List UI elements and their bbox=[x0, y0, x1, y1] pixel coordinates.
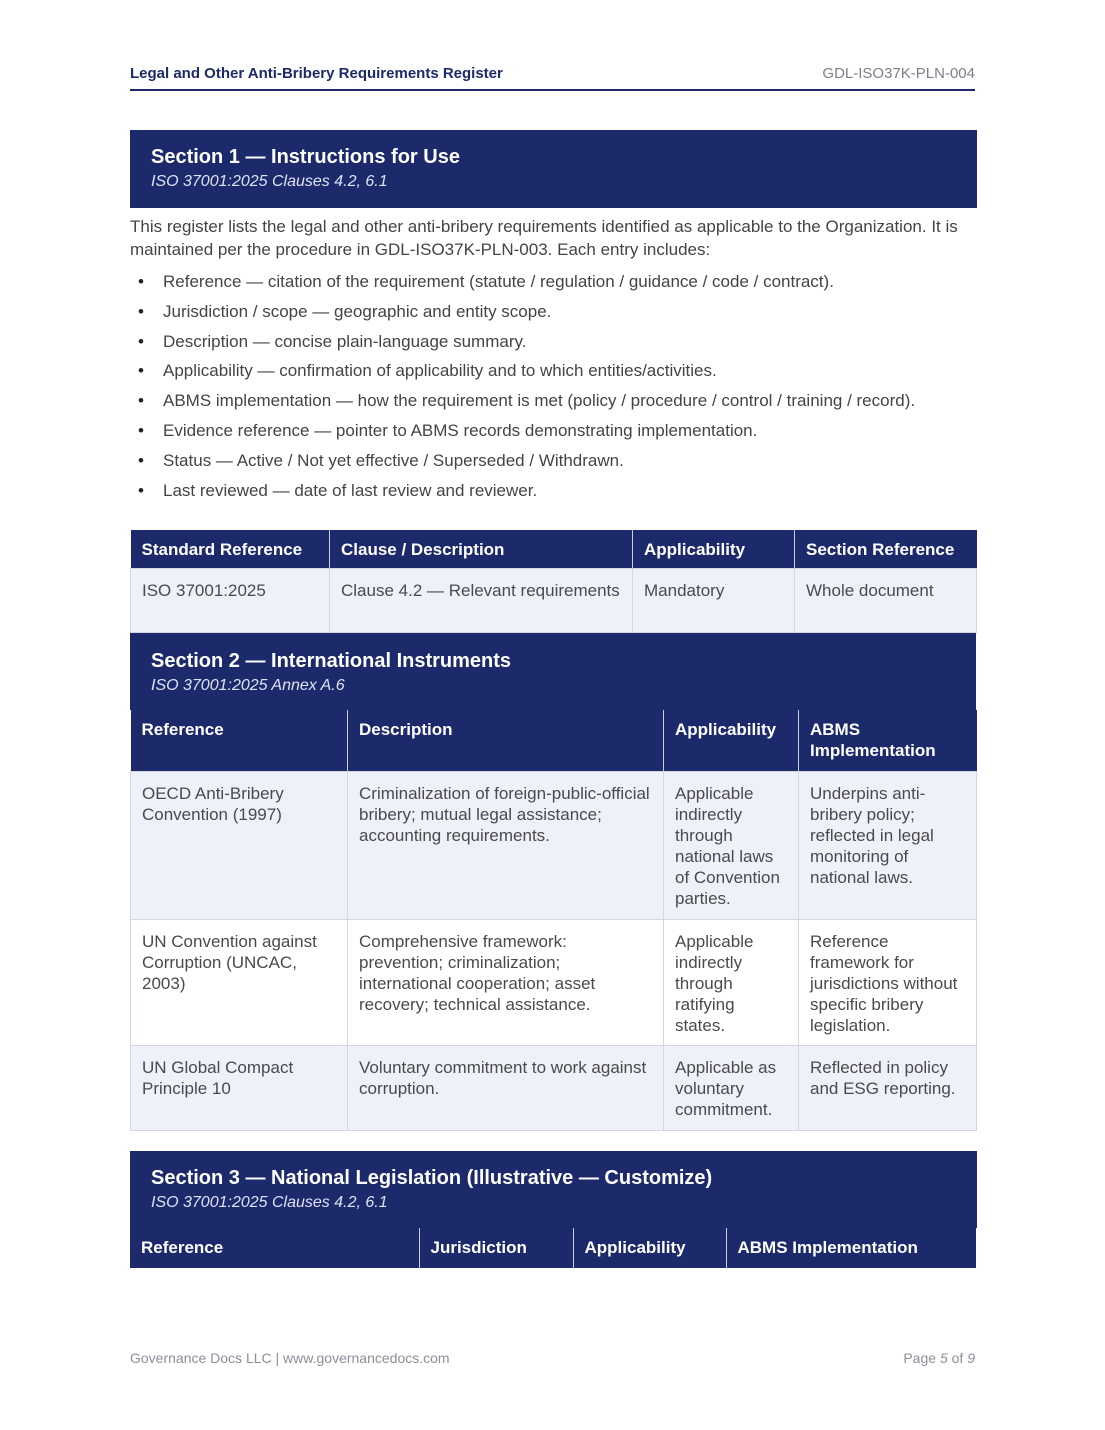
table-cell: UN Convention against Corruption (UNCAC, 2003) bbox=[131, 919, 348, 1045]
table-header-row bbox=[131, 710, 977, 771]
column-header: Standard Reference bbox=[131, 530, 330, 569]
section-2-banner bbox=[130, 633, 976, 710]
table-row bbox=[131, 1045, 977, 1130]
intro-paragraph: This register lists the legal and other anti-bribery requirements identified as applicable to the Organization. It is maintained per the procedure in GDL-ISO37K-PLN-003. Each entry includes: bbox=[130, 217, 958, 259]
section-3-subtitle: ISO 37001:2025 Clauses 4.2, 6.1 bbox=[151, 1194, 388, 1211]
list-item: • Jurisdiction / scope — geographic and entity scope. bbox=[138, 301, 552, 321]
table-row bbox=[131, 771, 977, 919]
column-header: Section Reference bbox=[795, 530, 977, 569]
table-header-row bbox=[131, 530, 977, 569]
document-title: Legal and Other Anti-Bribery Requirements Register bbox=[130, 65, 503, 82]
section-1-banner bbox=[130, 130, 977, 208]
list-item: • Applicability — confirmation of applicability and to which entities/activities. bbox=[138, 361, 717, 381]
entry-field-list bbox=[138, 270, 915, 508]
column-header: Reference bbox=[131, 710, 348, 771]
column-header: Clause / Description bbox=[330, 530, 633, 569]
table-cell: Criminalization of foreign-public-official bribery; mutual legal assistance; accounting requirements. bbox=[348, 771, 664, 919]
list-item: • Description — concise plain-language summary. bbox=[138, 331, 527, 351]
section-1-subtitle: ISO 37001:2025 Clauses 4.2, 6.1 bbox=[151, 173, 388, 190]
bullet-icon: • bbox=[138, 272, 144, 291]
table-cell: Voluntary commitment to work against corruption. bbox=[348, 1045, 664, 1130]
table-row bbox=[131, 919, 977, 1045]
list-item: • Status — Active / Not yet effective / Superseded / Withdrawn. bbox=[138, 450, 624, 470]
bullet-icon: • bbox=[138, 420, 144, 440]
table-cell: Reflected in policy and ESG reporting. bbox=[799, 1045, 977, 1130]
page-header bbox=[130, 64, 975, 91]
list-item: • Reference — citation of the requirement (statute / regulation / guidance / code / contract). bbox=[138, 272, 834, 291]
column-header: ABMS Implementation bbox=[799, 710, 977, 771]
bullet-icon: • bbox=[138, 480, 144, 500]
table-cell: Applicable as voluntary commitment. bbox=[664, 1045, 799, 1130]
column-header: Description bbox=[348, 710, 664, 771]
bullet-icon: • bbox=[138, 391, 144, 411]
table-cell: ISO 37001:2025 bbox=[131, 569, 330, 633]
table-cell: Whole document bbox=[795, 569, 977, 633]
document-id: GDL-ISO37K-PLN-004 bbox=[822, 65, 975, 82]
standard-reference-table bbox=[130, 530, 977, 633]
column-header: Reference bbox=[130, 1228, 419, 1268]
section-1-title: Section 1 — Instructions for Use bbox=[151, 146, 460, 168]
section-2-title: Section 2 — International Instruments bbox=[151, 650, 512, 672]
international-instruments-table bbox=[130, 710, 977, 1131]
bullet-icon: • bbox=[138, 450, 144, 470]
section-3-banner bbox=[130, 1151, 977, 1228]
bullet-icon: • bbox=[138, 361, 144, 381]
section-3-title: Section 3 — National Legislation (Illustrative — Customize) bbox=[151, 1167, 713, 1189]
page-number: Page 5 of 9 bbox=[903, 1350, 975, 1366]
section-2-subtitle: ISO 37001:2025 Annex A.6 bbox=[151, 677, 345, 694]
table-cell: Reference framework for jurisdictions without specific bribery legislation. bbox=[799, 919, 977, 1045]
table-cell: UN Global Compact Principle 10 bbox=[131, 1045, 348, 1130]
column-header: Applicability bbox=[664, 710, 799, 771]
table-cell: Clause 4.2 — Relevant requirements bbox=[330, 569, 633, 633]
footer-company: Governance Docs LLC | www.governancedocs.com bbox=[130, 1350, 450, 1366]
column-header: Applicability bbox=[633, 530, 795, 569]
list-item: • Last reviewed — date of last review and reviewer. bbox=[138, 480, 538, 500]
column-header: ABMS Implementation bbox=[726, 1228, 976, 1268]
table-cell: Comprehensive framework: prevention; criminalization; international cooperation; asset recovery; technical assistance. bbox=[348, 919, 664, 1045]
bullet-icon: • bbox=[138, 301, 144, 321]
table-cell: Mandatory bbox=[633, 569, 795, 633]
table-cell: OECD Anti-Bribery Convention (1997) bbox=[131, 771, 348, 919]
table-cell: Underpins anti-bribery policy; reflected in legal monitoring of national laws. bbox=[799, 771, 977, 919]
table-row bbox=[131, 569, 977, 633]
list-item: • ABMS implementation — how the requirement is met (policy / procedure / control / training / record). bbox=[138, 391, 916, 411]
list-item: • Evidence reference — pointer to ABMS records demonstrating implementation. bbox=[138, 420, 758, 440]
table-cell: Applicable indirectly through national laws of Convention parties. bbox=[664, 771, 799, 919]
table-cell: Applicable indirectly through ratifying states. bbox=[664, 919, 799, 1045]
national-legislation-table bbox=[130, 1228, 976, 1268]
bullet-icon: • bbox=[138, 331, 144, 351]
table-header-row bbox=[130, 1228, 976, 1268]
column-header: Jurisdiction bbox=[419, 1228, 573, 1268]
column-header: Applicability bbox=[573, 1228, 726, 1268]
